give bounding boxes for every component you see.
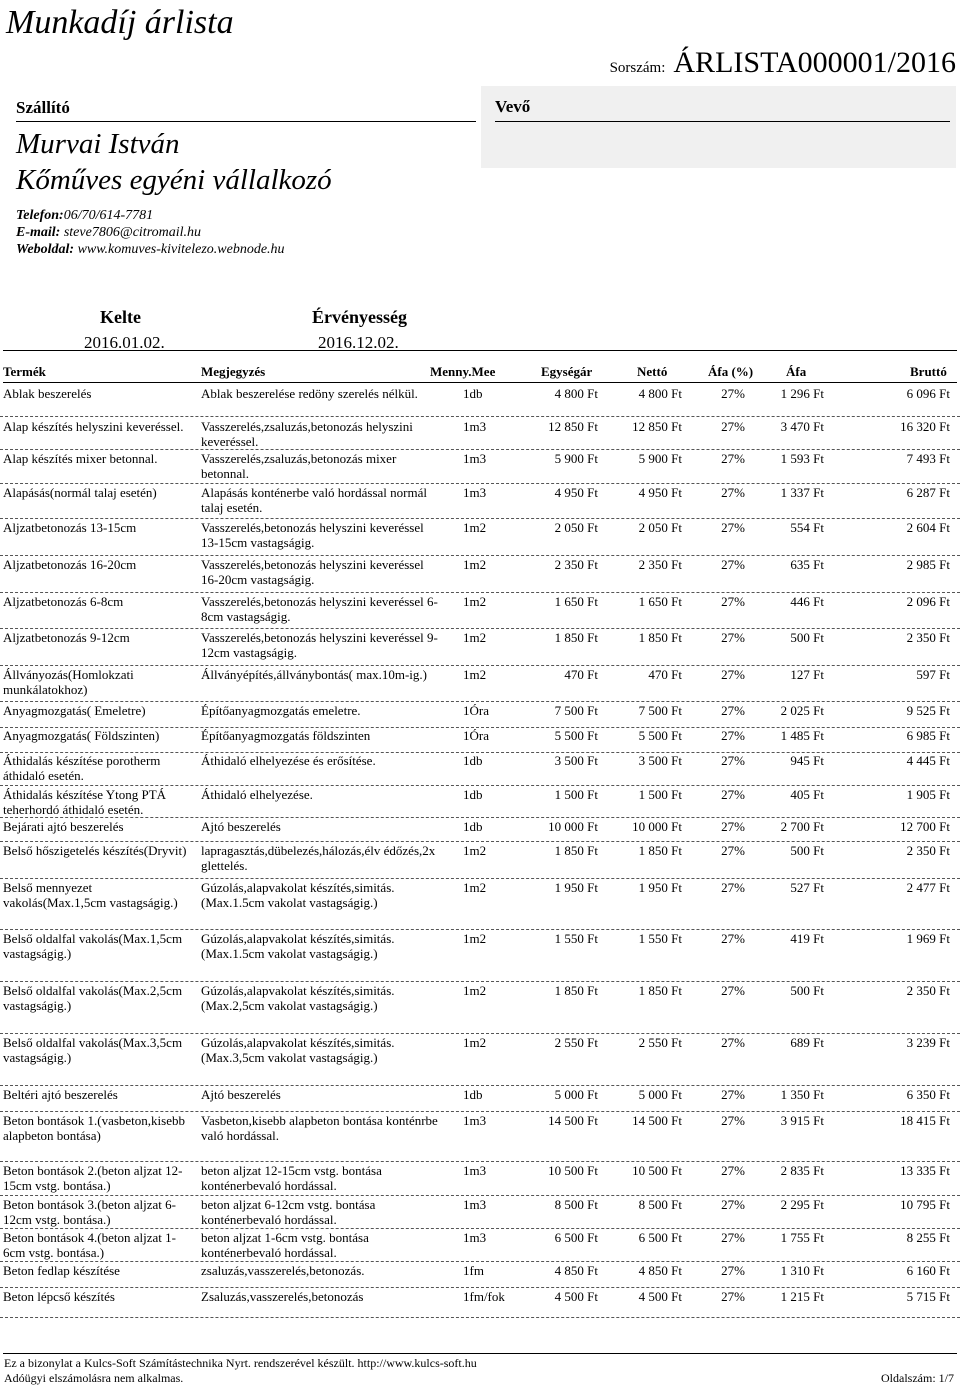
cell-unit-price: 1 850 Ft (554, 843, 598, 858)
table-row (0, 1289, 960, 1318)
cell-product: Belső oldalfal vakolás(Max.3,5cm vastagságig.) (3, 1035, 183, 1065)
table-row (0, 1163, 960, 1196)
document-title: Munkadíj árlista (6, 4, 234, 41)
header-divider (3, 382, 957, 383)
cell-gross: 10 795 Ft (900, 1197, 950, 1212)
footer-tax-note: Adóügyi elszámolásra nem alkalmas. (4, 1371, 184, 1385)
cell-vat: 1 296 Ft (780, 386, 824, 401)
cell-gross: 5 715 Ft (906, 1289, 950, 1304)
cell-net: 1 650 Ft (638, 594, 682, 609)
cell-unit-price: 2 050 Ft (554, 520, 598, 535)
cell-unit-price: 1 850 Ft (554, 983, 598, 998)
cell-vat-pct: 27% (721, 1163, 745, 1178)
cell-vat-pct: 27% (721, 728, 745, 743)
cell-unit-price: 4 950 Ft (554, 485, 598, 500)
cell-vat-pct: 27% (721, 630, 745, 645)
cell-vat: 1 485 Ft (780, 728, 824, 743)
cell-net: 2 050 Ft (638, 520, 682, 535)
table-row (0, 451, 960, 484)
cell-note: Áthidaló elhelyezése. (201, 787, 313, 802)
date-divider (3, 350, 957, 351)
cell-unit: 1m3 (463, 451, 487, 466)
cell-note: Vasszerelés,betonozás helyszini keveréssel 16-20cm vastagságig. (201, 557, 424, 587)
cell-vat-pct: 27% (721, 451, 745, 466)
cell-net: 2 350 Ft (638, 557, 682, 572)
cell-net: 7 500 Ft (638, 703, 682, 718)
supplier-title: Kőműves egyéni vállalkozó (16, 164, 332, 196)
cell-unit: 1db (463, 753, 483, 768)
cell-unit-price: 6 500 Ft (554, 1230, 598, 1245)
supplier-heading: Szállító (16, 98, 70, 117)
serial-value: ÁRLISTA000001/2016 (673, 46, 956, 79)
cell-note: Vasbeton,kisebb alapbeton bontása konténrbe való hordással. (201, 1113, 438, 1143)
cell-net: 10 000 Ft (632, 819, 682, 834)
cell-unit-price: 1 850 Ft (554, 630, 598, 645)
cell-product: Aljzatbetonozás 13-15cm (3, 520, 137, 535)
cell-vat: 2 700 Ft (780, 819, 824, 834)
cell-product: Belső mennyezet vakolás(Max.1,5cm vastagságig.) (3, 880, 178, 910)
cell-gross: 7 493 Ft (906, 451, 950, 466)
cell-vat: 635 Ft (790, 557, 824, 572)
cell-unit-price: 2 550 Ft (554, 1035, 598, 1050)
table-row (0, 880, 960, 930)
cell-net: 1 950 Ft (638, 880, 682, 895)
cell-unit: 1fm/fok (463, 1289, 505, 1304)
issued-date: 2016.01.02. (84, 333, 165, 352)
cell-unit: 1m3 (463, 485, 487, 500)
cell-unit-price: 14 500 Ft (548, 1113, 598, 1128)
phone-value: 06/70/614-7781 (63, 208, 154, 223)
cell-unit: 1Óra (463, 703, 489, 718)
table-row (0, 1197, 960, 1229)
cell-net: 6 500 Ft (638, 1230, 682, 1245)
cell-unit: 1m3 (463, 419, 487, 434)
cell-note: Zsaluzás,vasszerelés,betonozás (201, 1289, 364, 1304)
cell-product: Anyagmozgatás( Földszinten) (3, 728, 160, 743)
cell-vat-pct: 27% (721, 1197, 745, 1212)
cell-note: Vasszerelés,betonozás helyszini keveréssel 6-8cm vastagságig. (201, 594, 438, 624)
cell-net: 1 850 Ft (638, 630, 682, 645)
supplier-web (16, 242, 285, 258)
col-gross: Bruttó (910, 364, 947, 379)
cell-vat: 500 Ft (790, 630, 824, 645)
cell-product: Anyagmozgatás( Emeletre) (3, 703, 146, 718)
cell-gross: 2 096 Ft (906, 594, 950, 609)
cell-net: 2 550 Ft (638, 1035, 682, 1050)
cell-gross: 6 985 Ft (906, 728, 950, 743)
cell-vat: 500 Ft (790, 983, 824, 998)
cell-product: Állványozás(Homlokzati munkálatokhoz) (3, 667, 134, 697)
validity-date: 2016.12.02. (318, 333, 399, 352)
cell-unit-price: 10 500 Ft (548, 1163, 598, 1178)
cell-vat: 2 835 Ft (780, 1163, 824, 1178)
cell-gross: 18 415 Ft (900, 1113, 950, 1128)
cell-gross: 8 255 Ft (906, 1230, 950, 1245)
cell-net: 1 500 Ft (638, 787, 682, 802)
cell-unit: 1m2 (463, 630, 487, 645)
cell-gross: 1 905 Ft (906, 787, 950, 802)
table-row (0, 703, 960, 728)
cell-unit: 1m2 (463, 843, 487, 858)
cell-unit: 1db (463, 819, 483, 834)
table-row (0, 787, 960, 818)
cell-net: 4 800 Ft (638, 386, 682, 401)
cell-vat: 3 915 Ft (780, 1113, 824, 1128)
cell-unit: 1db (463, 386, 483, 401)
cell-unit: 1db (463, 787, 483, 802)
cell-gross: 16 320 Ft (900, 419, 950, 434)
cell-unit-price: 4 850 Ft (554, 1263, 598, 1278)
cell-vat-pct: 27% (721, 983, 745, 998)
page-number: Oldalszám: 1/7 (881, 1371, 954, 1385)
table-row (0, 594, 960, 629)
table-row (0, 931, 960, 982)
cell-vat: 127 Ft (790, 667, 824, 682)
col-unit: Menny.Mee (430, 364, 496, 379)
cell-vat-pct: 27% (721, 931, 745, 946)
footer-credit: Ez a bizonylat a Kulcs-Soft Számítástechnika Nyrt. rendszerével készült. http://www.kulcs-soft.hu (4, 1356, 477, 1370)
cell-unit: 1m3 (463, 1197, 487, 1212)
cell-note: Vasszerelés,zsaluzás,betonozás helyszini keveréssel. (201, 419, 413, 449)
cell-unit: 1Óra (463, 728, 489, 743)
cell-vat: 1 337 Ft (780, 485, 824, 500)
cell-unit-price: 3 500 Ft (554, 753, 598, 768)
table-row (0, 1113, 960, 1162)
cell-product: Áthidalás készítése Ytong PTÁ teherhordó áthidaló esetén. (3, 787, 167, 817)
serial-label: Sorszám: (609, 60, 666, 76)
cell-vat-pct: 27% (721, 880, 745, 895)
cell-note: beton aljzat 12-15cm vstg. bontása konténerbevaló hordással. (201, 1163, 382, 1193)
table-row (0, 753, 960, 786)
cell-vat: 2 025 Ft (780, 703, 824, 718)
cell-note: beton aljzat 1-6cm vstg. bontása konténerbevaló hordással. (201, 1230, 369, 1260)
cell-note: Gúzolás,alapvakolat készítés,simitás.(Max.2,5cm vakolat vastagságig.) (201, 983, 395, 1013)
cell-product: Aljzatbetonozás 16-20cm (3, 557, 137, 572)
cell-note: Ablak beszerelése redöny szerelés nélkül. (201, 386, 418, 401)
cell-product: Aljzatbetonozás 9-12cm (3, 630, 130, 645)
cell-vat-pct: 27% (721, 1263, 745, 1278)
cell-note: beton aljzat 6-12cm vstg. bontása konténerbevaló hordással. (201, 1197, 376, 1227)
cell-unit-price: 8 500 Ft (554, 1197, 598, 1212)
cell-vat: 554 Ft (790, 520, 824, 535)
cell-net: 3 500 Ft (638, 753, 682, 768)
cell-vat: 500 Ft (790, 843, 824, 858)
web-label: Weboldal: (16, 242, 75, 257)
cell-gross: 6 160 Ft (906, 1263, 950, 1278)
cell-vat: 945 Ft (790, 753, 824, 768)
cell-gross: 1 969 Ft (906, 931, 950, 946)
table-row (0, 386, 960, 417)
cell-note: Építőanyagmozgatás emeletre. (201, 703, 361, 718)
cell-unit-price: 470 Ft (564, 667, 598, 682)
cell-vat: 419 Ft (790, 931, 824, 946)
cell-gross: 9 525 Ft (906, 703, 950, 718)
table-row (0, 419, 960, 450)
cell-product: Bejárati ajtó beszerelés (3, 819, 124, 834)
cell-note: Ajtó beszerelés (201, 1087, 281, 1102)
buyer-section (481, 86, 956, 168)
cell-vat-pct: 27% (721, 703, 745, 718)
cell-vat-pct: 27% (721, 386, 745, 401)
cell-vat-pct: 27% (721, 787, 745, 802)
cell-vat: 1 215 Ft (780, 1289, 824, 1304)
cell-note: Ajtó beszerelés (201, 819, 281, 834)
cell-note: Vasszerelés,zsaluzás,betonozás mixer betonnal. (201, 451, 397, 481)
cell-unit: 1m2 (463, 931, 487, 946)
cell-vat: 527 Ft (790, 880, 824, 895)
cell-unit-price: 10 000 Ft (548, 819, 598, 834)
cell-note: Vasszerelés,betonozás helyszini keveréssel 9-12cm vastagságig. (201, 630, 438, 660)
cell-product: Beton bontások 1.(vasbeton,kisebb alapbeton bontása) (3, 1113, 185, 1143)
cell-product: Beltéri ajtó beszerelés (3, 1087, 118, 1102)
cell-product: Belső oldalfal vakolás(Max.2,5cm vastagságig.) (3, 983, 183, 1013)
col-product: Termék (3, 364, 46, 379)
cell-gross: 2 350 Ft (906, 843, 950, 858)
table-row (0, 1087, 960, 1112)
table-row (0, 630, 960, 666)
cell-net: 5 500 Ft (638, 728, 682, 743)
cell-vat-pct: 27% (721, 419, 745, 434)
table-row (0, 843, 960, 879)
footer-divider (3, 1353, 957, 1354)
web-value: www.komuves-kivitelezo.webnode.hu (77, 242, 285, 257)
cell-gross: 6 287 Ft (906, 485, 950, 500)
cell-product: Beton fedlap készítése (3, 1263, 120, 1278)
cell-net: 4 500 Ft (638, 1289, 682, 1304)
col-vat-pct: Áfa (%) (708, 364, 754, 379)
supplier-phone (16, 208, 153, 224)
cell-unit-price: 7 500 Ft (554, 703, 598, 718)
cell-unit-price: 1 650 Ft (554, 594, 598, 609)
cell-net: 1 550 Ft (638, 931, 682, 946)
cell-vat-pct: 27% (721, 753, 745, 768)
cell-vat: 1 593 Ft (780, 451, 824, 466)
cell-product: Beton bontások 2.(beton aljzat 12-15cm vstg. bontása.) (3, 1163, 183, 1193)
cell-unit: 1db (463, 1087, 483, 1102)
cell-vat-pct: 27% (721, 1289, 745, 1304)
cell-gross: 2 350 Ft (906, 983, 950, 998)
cell-note: Alapásás konténerbe való hordással normál talaj esetén. (201, 485, 427, 515)
cell-vat: 1 350 Ft (780, 1087, 824, 1102)
cell-unit: 1m2 (463, 557, 487, 572)
table-row (0, 1263, 960, 1288)
cell-unit-price: 1 500 Ft (554, 787, 598, 802)
cell-unit: 1m2 (463, 880, 487, 895)
supplier-divider (16, 121, 476, 122)
cell-note: Építőanyagmozgatás földszinten (201, 728, 371, 743)
cell-note: lapragasztás,dübelezés,hálozás,élv édőzés,2x glettelés. (201, 843, 436, 873)
supplier-section (10, 90, 470, 268)
cell-product: Alapásás(normál talaj esetén) (3, 485, 157, 500)
col-vat: Áfa (786, 364, 807, 379)
serial-number (610, 46, 956, 80)
cell-unit-price: 1 550 Ft (554, 931, 598, 946)
cell-unit-price: 5 500 Ft (554, 728, 598, 743)
cell-vat: 1 755 Ft (780, 1230, 824, 1245)
issued-label: Kelte (100, 307, 141, 327)
table-row (0, 485, 960, 519)
buyer-heading: Vevő (495, 97, 531, 116)
cell-product: Alap készítés mixer betonnal. (3, 451, 158, 466)
cell-unit: 1m3 (463, 1113, 487, 1128)
cell-note: Gúzolás,alapvakolat készítés,simitás.(Max.1.5cm vakolat vastagságig.) (201, 880, 395, 910)
table-row (0, 728, 960, 753)
cell-gross: 13 335 Ft (900, 1163, 950, 1178)
cell-product: Beton bontások 4.(beton aljzat 1-6cm vstg. bontása.) (3, 1230, 176, 1260)
cell-unit-price: 12 850 Ft (548, 419, 598, 434)
cell-gross: 597 Ft (916, 667, 950, 682)
cell-gross: 6 096 Ft (906, 386, 950, 401)
cell-unit: 1m3 (463, 1163, 487, 1178)
cell-vat: 3 470 Ft (780, 419, 824, 434)
cell-unit: 1fm (463, 1263, 484, 1278)
cell-net: 470 Ft (648, 667, 682, 682)
cell-vat: 405 Ft (790, 787, 824, 802)
cell-net: 5 000 Ft (638, 1087, 682, 1102)
cell-gross: 4 445 Ft (906, 753, 950, 768)
cell-note: zsaluzás,vasszerelés,betonozás. (201, 1263, 365, 1278)
supplier-email (16, 225, 201, 241)
cell-net: 1 850 Ft (638, 983, 682, 998)
cell-vat: 446 Ft (790, 594, 824, 609)
cell-vat-pct: 27% (721, 667, 745, 682)
table-row (0, 1035, 960, 1086)
cell-vat-pct: 27% (721, 557, 745, 572)
cell-product: Alap készítés helyszini keveréssel. (3, 419, 184, 434)
cell-product: Belső hőszigetelés készítés(Dryvit) (3, 843, 187, 858)
cell-gross: 2 350 Ft (906, 630, 950, 645)
cell-note: Gúzolás,alapvakolat készítés,simitás.(Max.1.5cm vakolat vastagságig.) (201, 931, 395, 961)
supplier-name: Murvai István (16, 128, 180, 160)
cell-product: Áthidalás készítése porotherm áthidaló esetén. (3, 753, 161, 783)
cell-note: Gúzolás,alapvakolat készítés,simitás.(Max.3,5cm vakolat vastagságig.) (201, 1035, 395, 1065)
table-row (0, 819, 960, 842)
cell-product: Beton lépcső készítés (3, 1289, 115, 1304)
table-row (0, 1230, 960, 1262)
table-row (0, 983, 960, 1034)
cell-net: 5 900 Ft (638, 451, 682, 466)
cell-net: 4 950 Ft (638, 485, 682, 500)
cell-vat-pct: 27% (721, 843, 745, 858)
phone-label: Telefon: (16, 208, 64, 223)
cell-product: Beton bontások 3.(beton aljzat 6-12cm vstg. bontása.) (3, 1197, 176, 1227)
cell-vat-pct: 27% (721, 594, 745, 609)
cell-note: Vasszerelés,betonozás helyszini keveréssel 13-15cm vastagságig. (201, 520, 424, 550)
cell-vat-pct: 27% (721, 1230, 745, 1245)
cell-unit-price: 5 000 Ft (554, 1087, 598, 1102)
validity-label: Érvényesség (312, 307, 407, 327)
cell-net: 8 500 Ft (638, 1197, 682, 1212)
cell-note: Áthidaló elhelyezése és erősítése. (201, 753, 376, 768)
cell-product: Ablak beszerelés (3, 386, 92, 401)
cell-net: 12 850 Ft (632, 419, 682, 434)
cell-vat: 2 295 Ft (780, 1197, 824, 1212)
cell-gross: 2 477 Ft (906, 880, 950, 895)
cell-unit-price: 4 500 Ft (554, 1289, 598, 1304)
cell-vat: 1 310 Ft (780, 1263, 824, 1278)
col-note: Megjegyzés (201, 364, 266, 379)
cell-unit: 1m2 (463, 594, 487, 609)
cell-product: Aljzatbetonozás 6-8cm (3, 594, 124, 609)
cell-vat-pct: 27% (721, 520, 745, 535)
cell-net: 10 500 Ft (632, 1163, 682, 1178)
cell-gross: 3 239 Ft (906, 1035, 950, 1050)
cell-net: 4 850 Ft (638, 1263, 682, 1278)
cell-unit-price: 5 900 Ft (554, 451, 598, 466)
cell-unit-price: 1 950 Ft (554, 880, 598, 895)
cell-gross: 6 350 Ft (906, 1087, 950, 1102)
cell-vat-pct: 27% (721, 1035, 745, 1050)
table-row (0, 520, 960, 556)
table-row (0, 667, 960, 702)
col-unit-price: Egységár (541, 364, 593, 379)
cell-vat-pct: 27% (721, 819, 745, 834)
email-value: steve7806@citromail.hu (63, 225, 202, 240)
cell-net: 14 500 Ft (632, 1113, 682, 1128)
cell-product: Belső oldalfal vakolás(Max.1,5cm vastagságig.) (3, 931, 183, 961)
col-net: Nettó (637, 364, 668, 379)
cell-unit: 1m2 (463, 1035, 487, 1050)
cell-vat-pct: 27% (721, 485, 745, 500)
cell-gross: 2 985 Ft (906, 557, 950, 572)
cell-unit: 1m3 (463, 1230, 487, 1245)
cell-unit: 1m2 (463, 983, 487, 998)
cell-unit: 1m2 (463, 520, 487, 535)
cell-unit-price: 2 350 Ft (554, 557, 598, 572)
cell-gross: 2 604 Ft (906, 520, 950, 535)
cell-vat: 689 Ft (790, 1035, 824, 1050)
buyer-divider (495, 121, 950, 122)
cell-note: Állványépítés,állványbontás( max.10m-ig.) (201, 667, 428, 682)
cell-net: 1 850 Ft (638, 843, 682, 858)
table-row (0, 557, 960, 593)
cell-gross: 12 700 Ft (900, 819, 950, 834)
email-label: E-mail: (16, 225, 61, 240)
cell-vat-pct: 27% (721, 1113, 745, 1128)
cell-unit: 1m2 (463, 667, 487, 682)
cell-unit-price: 4 800 Ft (554, 386, 598, 401)
cell-vat-pct: 27% (721, 1087, 745, 1102)
